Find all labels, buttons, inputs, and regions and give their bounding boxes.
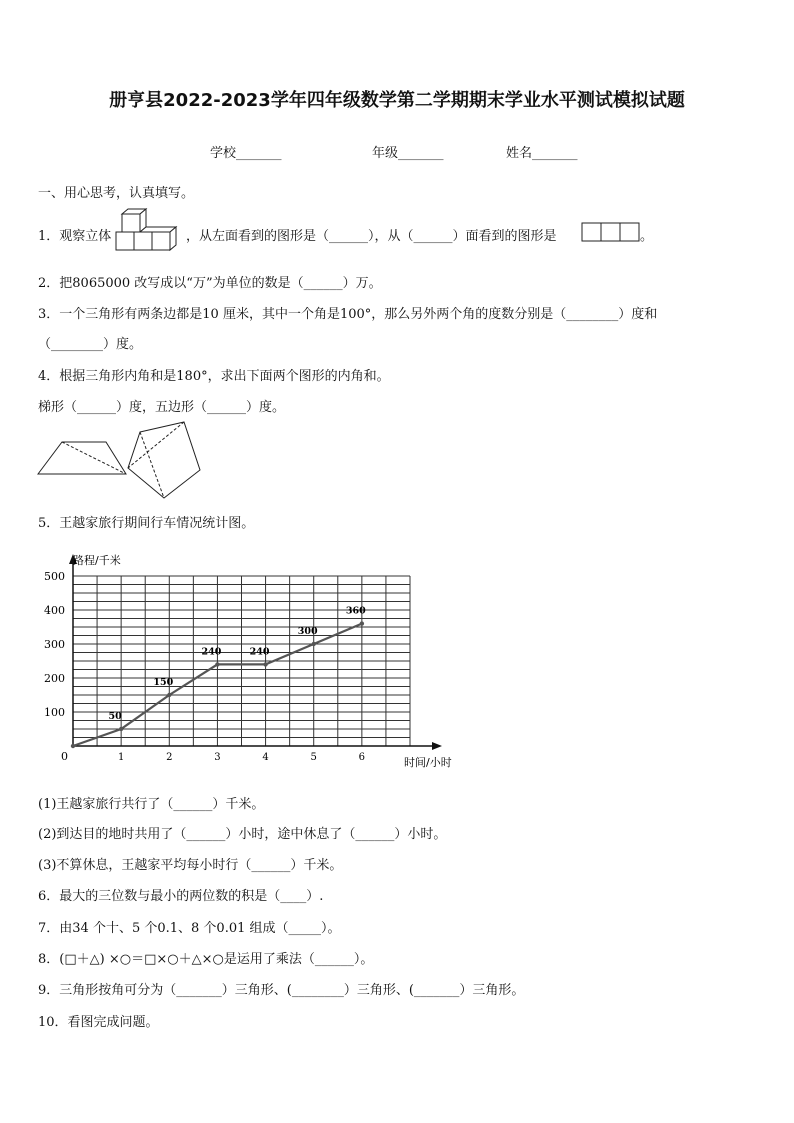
question-8: 8．(□＋△) ×○＝□×○＋△×○是运用了乘法（______）。 [38,952,374,967]
data-label: 150 [153,677,174,688]
x-tick-label: 4 [262,752,269,763]
pentagon-shape [128,422,200,498]
page-title: 册亨县2022-2023学年四年级数学第二学期期末学业水平测试模拟试题 [109,90,685,111]
y-tick-label: 500 [44,570,65,583]
x-tick-label: 3 [214,752,221,763]
question-5: 5．王越家旅行期间行车情况统计图。 [38,516,255,531]
question-4-line2: 梯形（______）度，五边形（______）度。 [38,400,286,415]
question-5-1: (1)王越家旅行共行了（______）千米。 [38,797,265,812]
question-3-line2: （________）度。 [38,337,143,352]
question-9: 9．三角形按角可分为（_______）三角形、(________）三角形、(_______）三角形。 [38,983,525,998]
travel-line-chart [30,548,470,773]
grade-label: 年级 [372,146,399,161]
data-label: 50 [108,711,122,722]
data-point [312,642,316,646]
school-blank: _______ [236,146,282,161]
y-tick-label: 200 [44,672,65,685]
three-square-view [581,222,641,242]
origin-label: 0 [61,750,68,763]
question-2: 2．把8065000 改写成以“万”为单位的数是（______）万。 [38,276,382,291]
x-tick-label: 6 [358,752,366,763]
data-point [119,727,123,731]
name-field [506,142,578,161]
question-10: 10．看图完成问题。 [38,1015,159,1030]
data-point [215,662,219,666]
data-point [71,744,75,748]
pentagon-diagonal-2 [128,422,184,468]
x-tick-label: 2 [166,752,173,763]
y-tick-label: 100 [44,706,65,719]
data-point [263,662,267,666]
question-1-end: 。 [640,229,654,244]
question-6: 6．最大的三位数与最小的两位数的积是（____）. [38,889,324,904]
x-axis-arrow [432,742,442,750]
trapezoid-shape [38,442,126,474]
cube-solid-figure [114,208,184,254]
x-axis-title: 时间/小时 [404,756,452,769]
y-tick-label: 300 [44,638,65,651]
data-label: 300 [297,626,318,637]
school-field [210,142,282,161]
question-3-line1: 3．一个三角形有两条边都是10 厘米，其中一个角是100°，那么另外两个角的度数分别是（________）度和 [38,307,658,322]
question-1-start: 1．观察立体 [38,229,112,244]
question-1-middle: ，从左面看到的图形是（______），从（______）面看到的图形是 [186,229,557,244]
question-4-line1: 4．根据三角形内角和是180°，求出下面两个图形的内角和。 [38,369,390,384]
data-label: 240 [201,646,222,658]
x-tick-label: 1 [117,752,125,763]
name-label: 姓名 [506,146,533,161]
section-heading: 一、用心思考，认真填写。 [38,186,195,201]
question-5-3: (3)不算休息，王越家平均每小时行（______）千米。 [38,858,343,873]
question-7: 7．由34 个十、5 个0.1、8 个0.01 组成（_____）。 [38,921,341,936]
trapezoid-pentagon-figures [36,418,206,500]
data-point [167,693,171,697]
name-blank: _______ [532,146,578,161]
question-5-2: (2)到达目的地时共用了（______）小时，途中休息了（______）小时。 [38,827,447,842]
y-axis-title: 路程/千米 [73,554,121,567]
school-label: 学校 [210,146,237,161]
y-tick-label: 400 [44,604,65,617]
data-label: 360 [345,605,366,617]
x-tick-label: 5 [310,752,317,763]
grade-field [372,142,444,161]
data-point [360,621,364,625]
data-label: 240 [249,646,270,658]
grade-blank: _______ [398,146,444,161]
